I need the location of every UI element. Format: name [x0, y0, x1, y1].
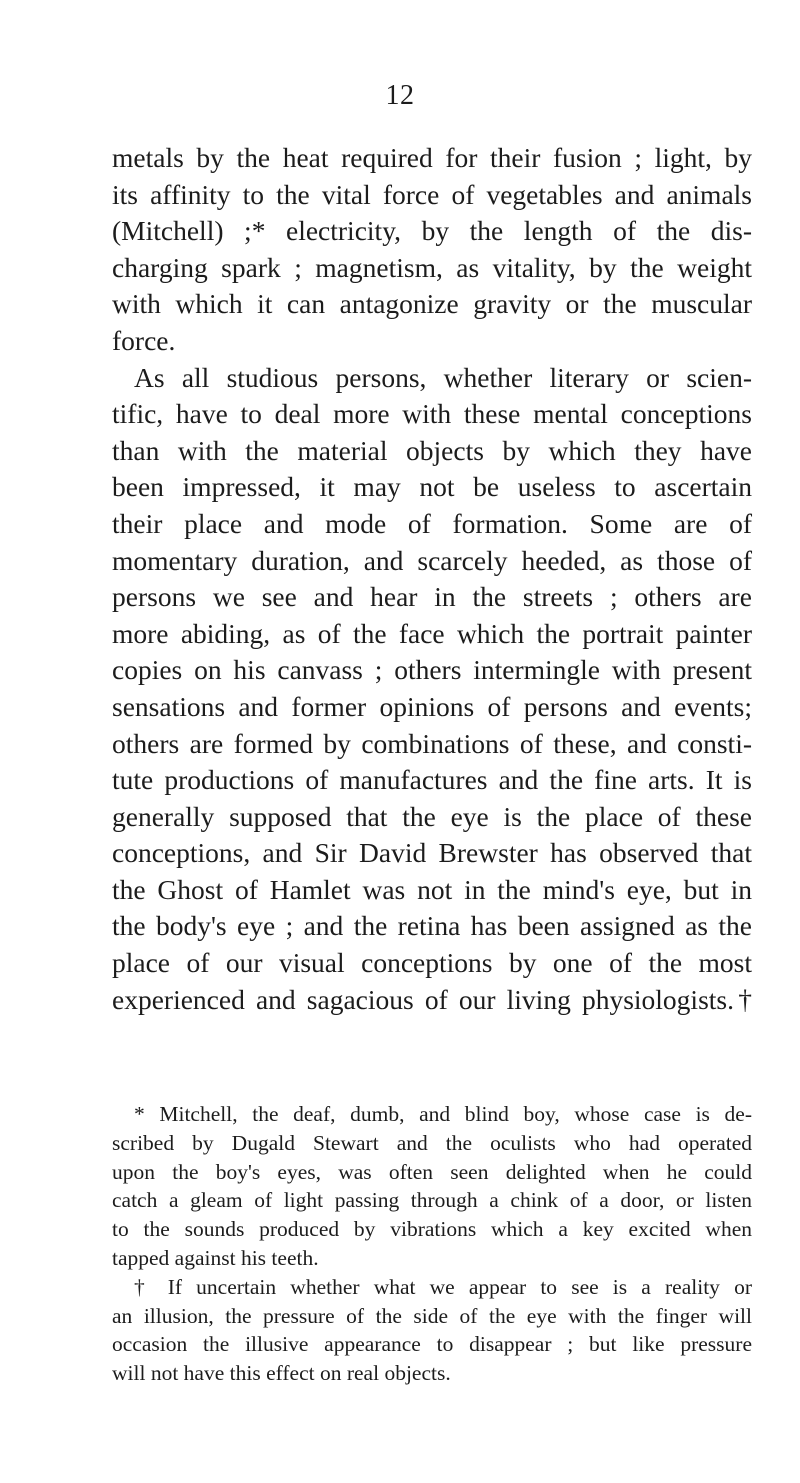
footnote-line: upon the boy's eyes, was often seen delighted when he could [112, 1159, 752, 1184]
footnote-line: will not have this effect on real objects. [112, 1361, 451, 1386]
body-line: been impressed, it may not be useless to ascertain [112, 471, 752, 503]
footnote-line: catch a gleam of light passing through a chink of a door, or listen [112, 1188, 752, 1213]
body-line: than with the material objects by which they have [112, 434, 752, 466]
body-line: persons we see and hear in the streets ; others are [112, 581, 752, 613]
body-line: more abiding, as of the face which the portrait painter [112, 617, 752, 649]
page-number: 12 [385, 80, 415, 111]
body-line: tute productions of manufactures and the fine arts. It is [112, 764, 752, 796]
footnotes [112, 1100, 752, 1388]
footnote-line: scribed by Dugald Stewart and the oculists who had operated [112, 1130, 752, 1155]
body-line: (Mitchell) ;* electricity, by the length of the dis- [112, 215, 752, 247]
body-line: conceptions, and Sir David Brewster has observed that [112, 837, 752, 869]
body-line: sensations and former opinions of persons and events; [112, 690, 752, 722]
footnote-line: an illusion, the pressure of the side of the eye with the finger will [112, 1303, 752, 1328]
body-line: the body's eye ; and the retina has been assigned as the [112, 910, 752, 942]
body-line: copies on his canvass ; others intermingle with present [112, 654, 752, 686]
body-line: tific, have to deal more with these mental conceptions [112, 398, 752, 430]
body-line: momentary duration, and scarcely heeded, as those of [112, 544, 752, 576]
footnote-line: tapped against his teeth. [112, 1245, 319, 1270]
body-line: charging spark ; magnetism, as vitality, by the weight [112, 251, 752, 283]
body-line: metals by the heat required for their fusion ; light, by [112, 142, 752, 173]
body-line: the Ghost of Hamlet was not in the mind's eye, but in [112, 873, 752, 905]
body-line: experienced and sagacious of our living physiologists.† [112, 983, 752, 1015]
body-line: with which it can antagonize gravity or the muscular [112, 288, 752, 320]
body-line: As all studious persons, whether literary or scien- [134, 361, 752, 393]
body-line: others are formed by combinations of these, and consti- [112, 727, 752, 759]
body-line: force. [112, 324, 176, 356]
footnote-line: † If uncertain whether what we appear to see is a reality or [134, 1274, 752, 1299]
body-line: place of our visual conceptions by one of the most [112, 947, 752, 979]
footnote-line: to the sounds produced by vibrations which a key excited when [112, 1217, 752, 1242]
main-text [112, 140, 752, 1018]
footnote-line: occasion the illusive appearance to disappear ; but like pressure [112, 1332, 752, 1357]
footnote-line: * Mitchell, the deaf, dumb, and blind boy, whose case is de- [134, 1102, 752, 1126]
body-line: their place and mode of formation. Some are of [112, 507, 752, 539]
body-line: its affinity to the vital force of vegetables and animals [112, 178, 752, 210]
body-line: generally supposed that the eye is the place of these [112, 800, 752, 832]
